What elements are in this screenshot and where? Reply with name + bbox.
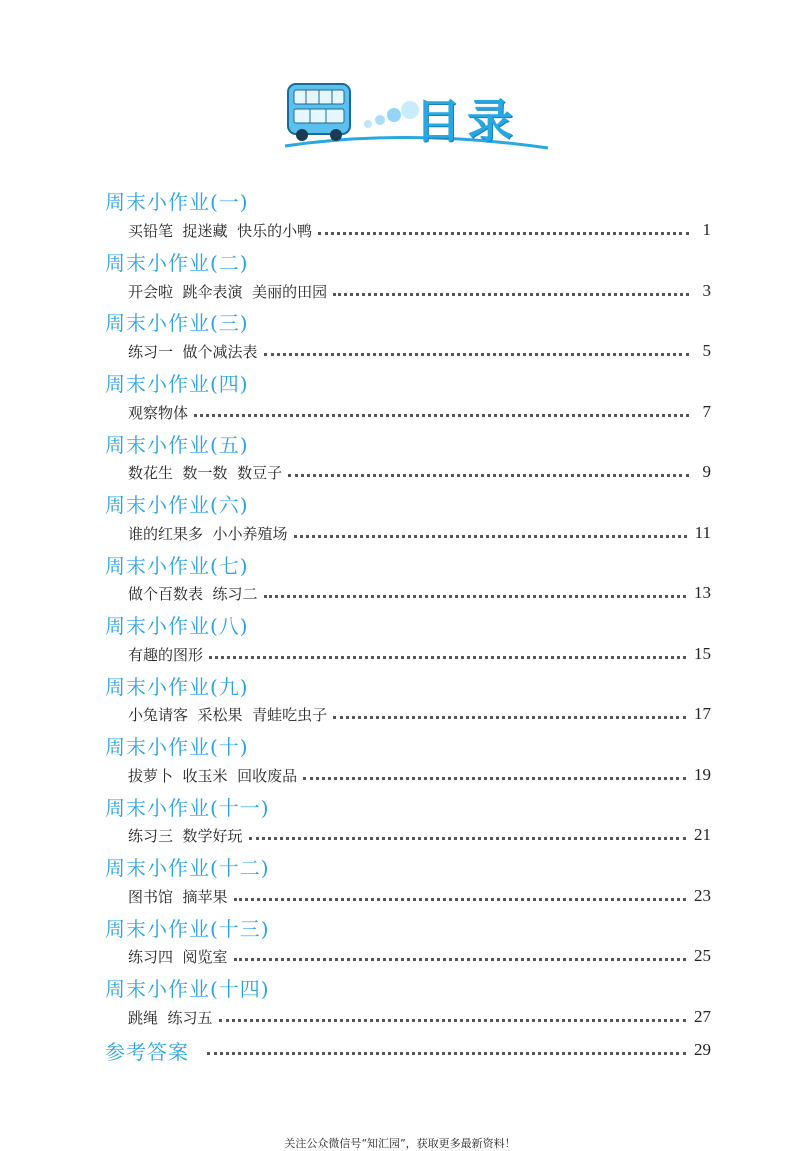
section-heading: 周末小作业(十三) [105, 917, 270, 941]
footer-note: 关注公众微信号“知汇园”，获取更多最新资料！ [284, 1137, 516, 1150]
toc-entry[interactable] [128, 643, 711, 665]
section-heading: 周末小作业(六) [105, 493, 249, 517]
page-number: 3 [702, 281, 711, 300]
entry-label: 练习四 阅览室 [128, 947, 228, 966]
dot-leader [219, 1017, 686, 1022]
entry-label: 谁的红果多 小小养殖场 [128, 524, 288, 543]
entry-label: 做个百数表 练习二 [128, 584, 258, 603]
toc-entry[interactable] [128, 522, 711, 544]
section-heading: 周末小作业(一) [105, 190, 249, 214]
entry-label: 开会啦 跳伞表演 美丽的田园 [128, 282, 328, 301]
entry-label: 数花生 数一数 数豆子 [128, 463, 283, 482]
page-number: 5 [702, 341, 711, 360]
page-title: 目录 [415, 94, 519, 148]
section-heading: 周末小作业(五) [105, 433, 249, 457]
section-heading: 周末小作业(三) [105, 311, 249, 335]
page-number: 15 [694, 644, 711, 663]
page-number: 23 [694, 886, 711, 905]
page-number: 7 [702, 402, 711, 421]
entry-label: 练习一 做个减法表 [128, 342, 258, 361]
dot-leader [318, 230, 689, 235]
entry-label: 买铅笔 捉迷藏 快乐的小鸭 [128, 221, 313, 240]
dot-leader [264, 351, 689, 356]
section-heading: 周末小作业(七) [105, 554, 249, 578]
section-heading: 周末小作业(十二) [105, 856, 270, 880]
entry-label: 观察物体 [128, 403, 189, 422]
dot-leader [207, 1050, 686, 1055]
toc-entry[interactable] [128, 280, 711, 302]
answers-label: 参考答案 [105, 1039, 189, 1064]
dot-leader [288, 472, 689, 477]
toc-entry[interactable] [128, 1006, 711, 1028]
section-heading: 周末小作业(十四) [105, 977, 270, 1001]
section-heading: 周末小作业(十) [105, 735, 249, 759]
dot-leader [234, 956, 686, 961]
dot-leader [194, 412, 689, 417]
toc-entry[interactable] [128, 764, 711, 786]
toc-entry[interactable] [128, 945, 711, 967]
page-number: 9 [702, 462, 711, 481]
page-number: 29 [694, 1040, 711, 1059]
page-number: 17 [694, 704, 711, 723]
dot-leader [333, 714, 686, 719]
toc-entry[interactable] [128, 582, 711, 604]
page-number: 19 [694, 765, 711, 784]
toc-entry-answers[interactable] [105, 1037, 711, 1063]
page-number: 21 [694, 825, 711, 844]
toc-entry[interactable] [128, 885, 711, 907]
entry-label: 小兔请客 采松果 青蛙吃虫子 [128, 705, 328, 724]
toc-entry[interactable] [128, 824, 711, 846]
section-heading: 周末小作业(十一) [105, 796, 270, 820]
dot-leader [333, 291, 689, 296]
dot-leader [249, 835, 686, 840]
entry-label: 图书馆 摘苹果 [128, 887, 228, 906]
entry-label: 练习三 数学好玩 [128, 826, 243, 845]
toc-entry[interactable] [128, 401, 711, 423]
toc-entry[interactable] [128, 219, 711, 241]
toc-entry[interactable] [128, 340, 711, 362]
dot-leader [209, 654, 686, 659]
dot-leader [264, 593, 686, 598]
page-number: 11 [694, 523, 711, 542]
entry-label: 拔萝卜 收玉米 回收废品 [128, 766, 298, 785]
page-number: 27 [694, 1007, 711, 1026]
section-heading: 周末小作业(八) [105, 614, 249, 638]
page-number: 1 [702, 220, 711, 239]
dot-leader [303, 775, 686, 780]
toc-entry[interactable] [128, 703, 711, 725]
toc-entry[interactable] [128, 461, 711, 483]
section-heading: 周末小作业(四) [105, 372, 249, 396]
section-heading: 周末小作业(二) [105, 251, 249, 275]
entry-label: 跳绳 练习五 [128, 1008, 213, 1027]
section-heading: 周末小作业(九) [105, 675, 249, 699]
page-number: 13 [694, 583, 711, 602]
entry-label: 有趣的图形 [128, 645, 204, 664]
dot-leader [294, 533, 687, 538]
page-number: 25 [694, 946, 711, 965]
toc-header [270, 80, 550, 160]
dot-leader [234, 896, 686, 901]
